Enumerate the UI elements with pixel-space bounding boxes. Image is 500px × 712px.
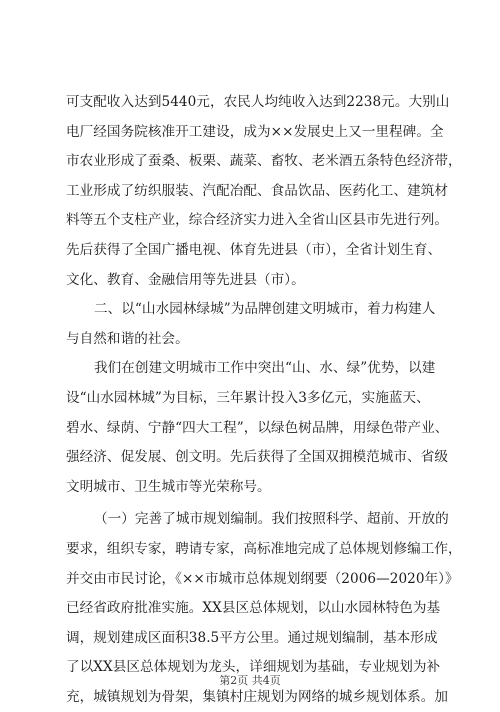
page-footer bbox=[0, 672, 500, 688]
text-line: （一）完善了城市规划编制。我们按照科学、超前、开放的 bbox=[94, 511, 449, 528]
text-line: 文明城市、卫生城市等光荣称号。 bbox=[66, 478, 271, 495]
text-line: 我们在创建文明城市工作中突出“山、水、绿”优势，以建 bbox=[94, 360, 436, 377]
paragraph-civilized-city-intro bbox=[66, 354, 449, 502]
text-line: 设“山水园林城”为目标，三年累计投入3多亿元，实施蓝天、 bbox=[66, 389, 430, 406]
heading-line: 二、以“山水园林绿城”为品牌创建文明城市，着力构建人 bbox=[94, 301, 436, 318]
text-line: 先后获得了全国广播电视、体育先进县（市），全省计划生育、 bbox=[66, 241, 442, 258]
text-line: 已经省政府批准实施。XX县区总体规划，以山水园林特色为基 bbox=[66, 600, 441, 617]
text-line: 了以XX县区总体规划为龙头，详细规划为基础，专业规划为补 bbox=[66, 659, 441, 676]
text-line: 可支配收入达到5440元，农民人均纯收入达到2238元。大别山 bbox=[66, 94, 450, 110]
text-line: 充，城镇规划为骨架，集镇村庄规划为网络的城乡规划体系。加 bbox=[66, 688, 449, 705]
text-line: 市农业形成了蚕桑、板栗、蔬菜、畜牧、老米酒五条特色经济带， bbox=[66, 153, 462, 170]
paragraph-achievements-continued bbox=[66, 88, 462, 295]
text-line: 要求，组织专家，聘请专家，高标准地完成了总体规划修编工作， bbox=[66, 540, 462, 557]
document-body bbox=[66, 88, 462, 712]
text-line: 强经济、促发展、创文明。先后获得了全国双拥模范城市、省级 bbox=[66, 449, 449, 466]
text-line: 电厂经国务院核准开工建设，成为××发展史上又一里程碑。全 bbox=[66, 123, 444, 140]
page-number: 第2页 共4页 bbox=[219, 674, 281, 687]
text-line: 调，规划建成区面积38.5平方公里。通过规划编制，基本形成 bbox=[66, 629, 438, 646]
text-line: 料等五个支柱产业，综合经济实力进入全省山区县市先进行列。 bbox=[66, 212, 449, 229]
section-heading-civilized-city bbox=[66, 295, 442, 354]
text-line: 并交由市民讨论，《××市城市总体规划纲要（2006—2020年）》 bbox=[66, 570, 459, 587]
text-line: 文化、教育、金融信用等先进县（市）。 bbox=[66, 271, 305, 288]
text-line: 工业形成了纺织服装、汽配冶配、食品饮品、医药化工、建筑材 bbox=[66, 182, 449, 199]
text-line: 碧水、绿荫、宁静“四大工程”，以绿色树品牌，用绿色带产业、 bbox=[66, 419, 449, 436]
heading-line: 与自然和谐的社会。 bbox=[66, 330, 189, 347]
